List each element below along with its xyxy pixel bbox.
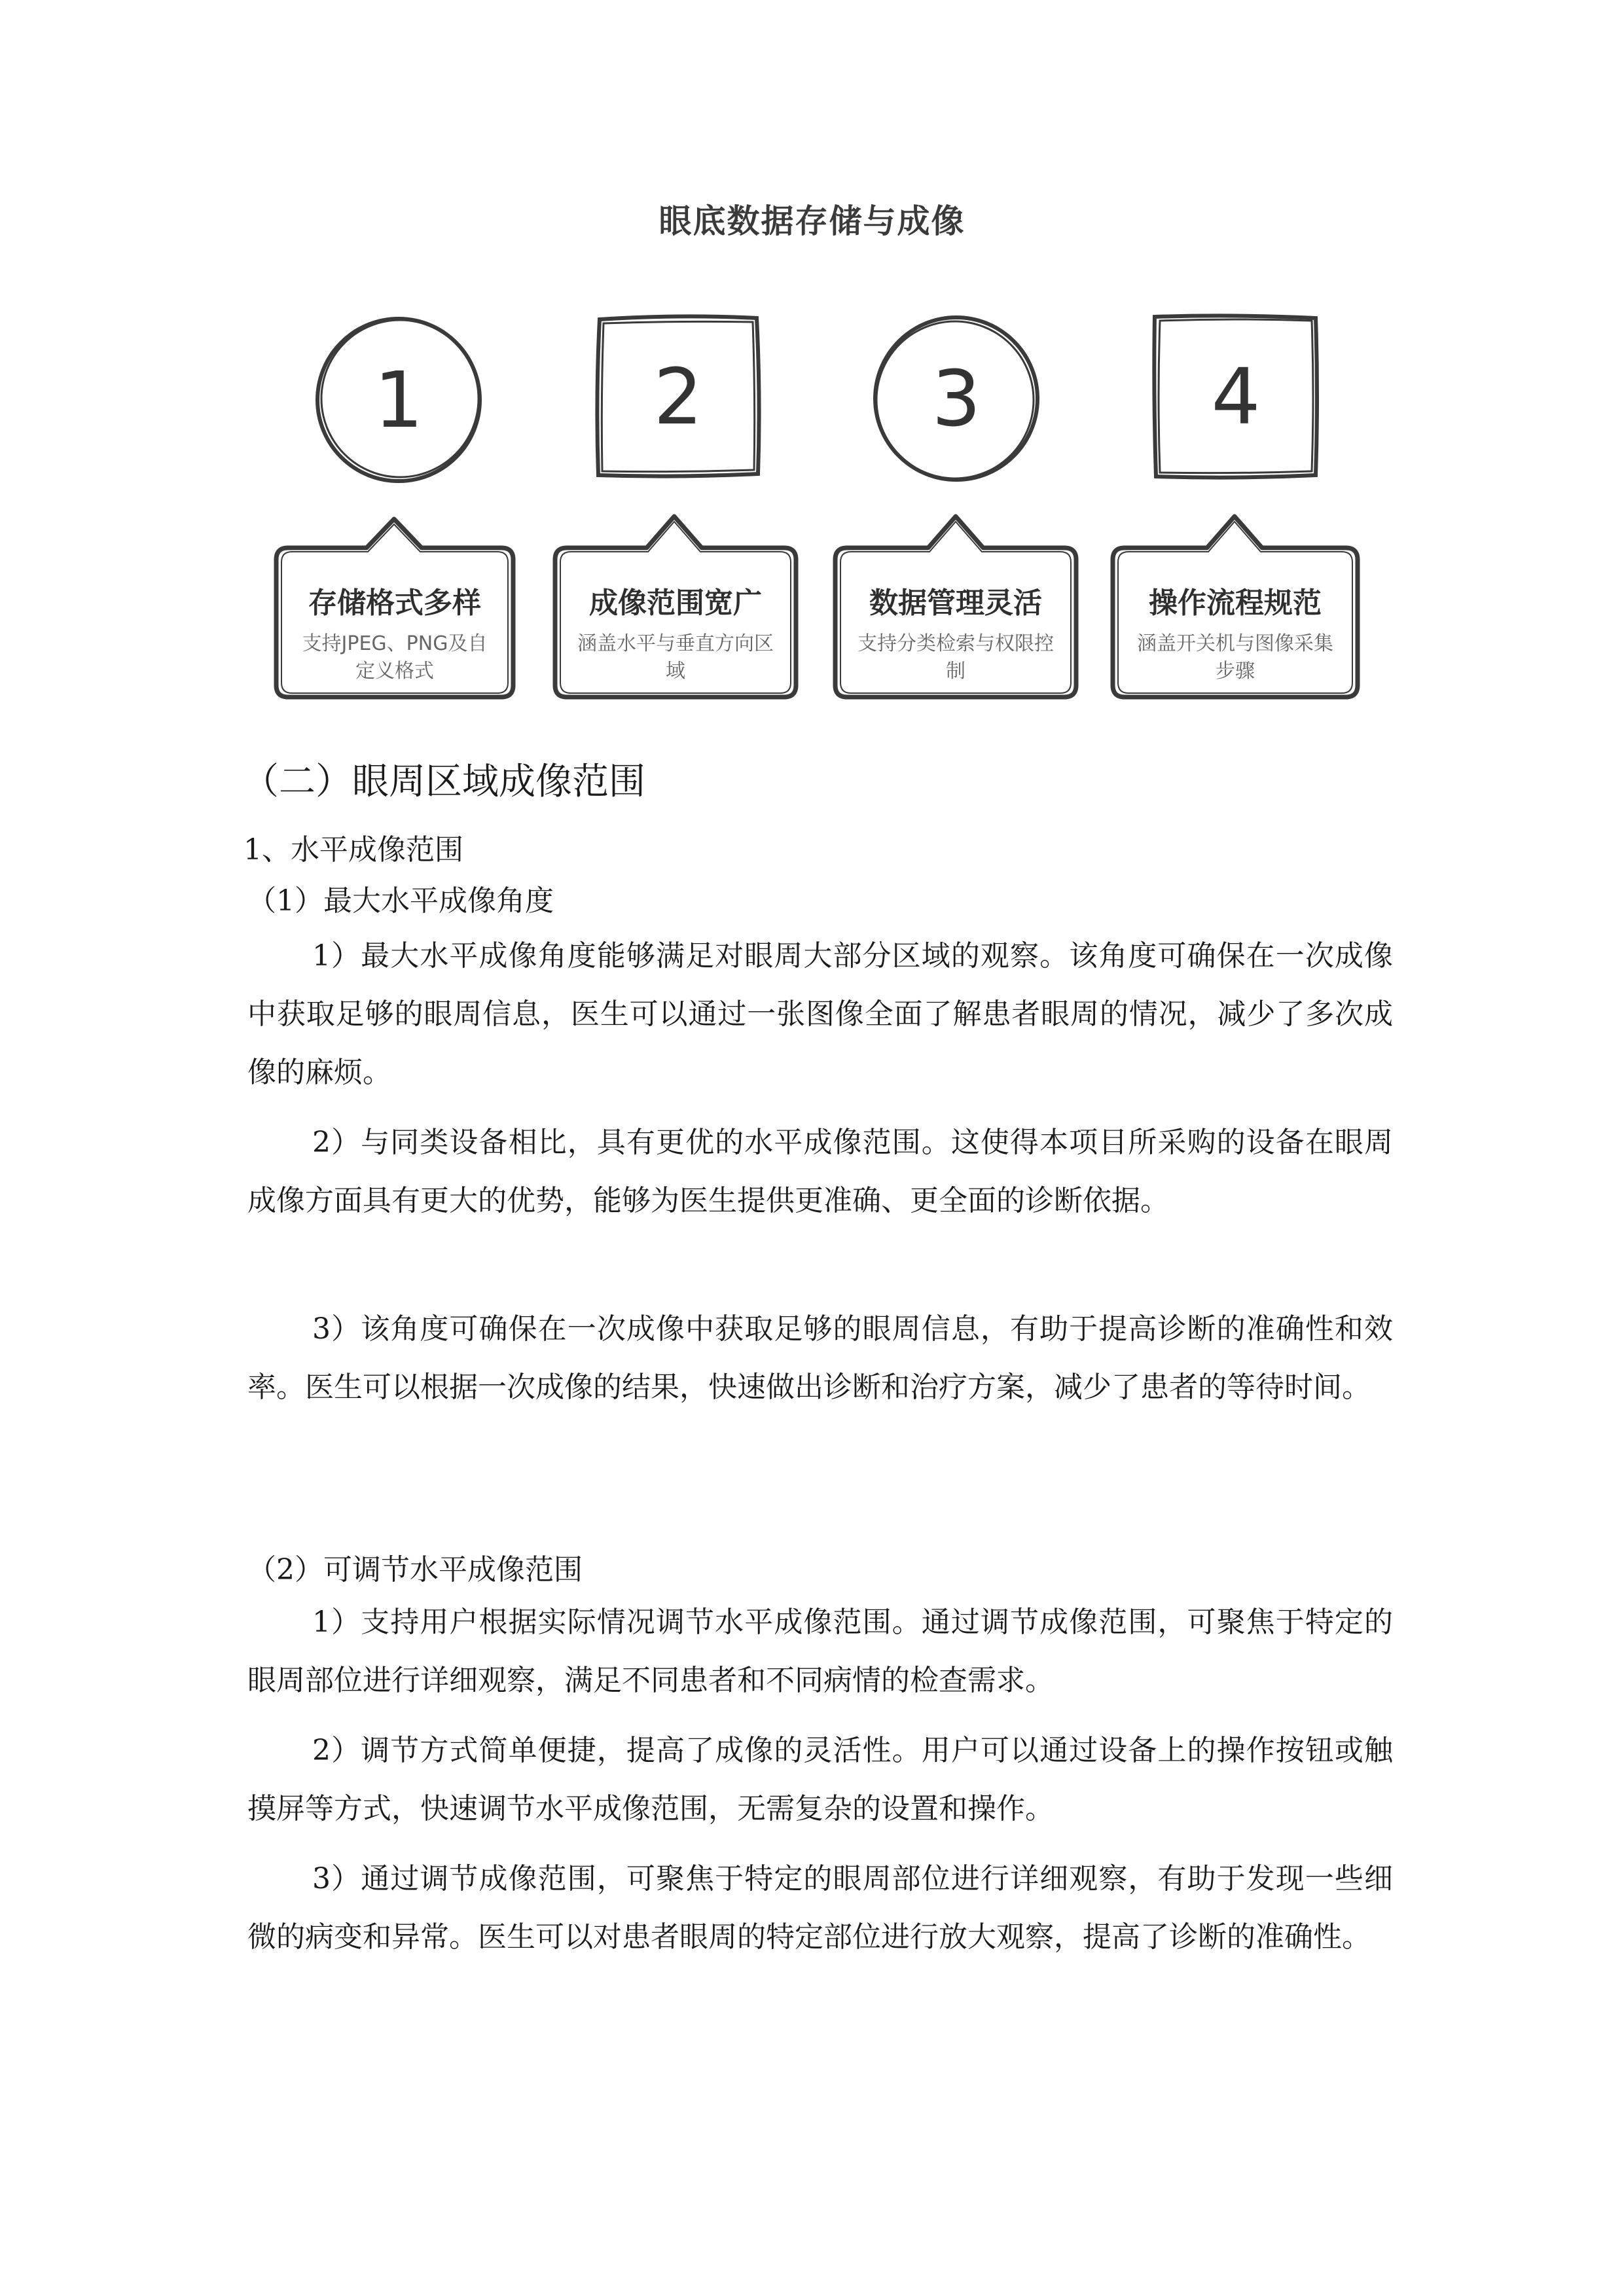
block-2-para-2: 2）调节方式简单便捷，提高了成像的灵活性。用户可以通过设备上的操作按钮或触摸屏等方式，快速调节水平成像范围，无需复杂的设置和操作。 bbox=[247, 1734, 1393, 1825]
step-4-square bbox=[1151, 312, 1321, 482]
callout-1 bbox=[270, 514, 520, 704]
callout-3-desc: 支持分类检索与权限控制 bbox=[857, 632, 1054, 683]
callout-1-title: 存储格式多样 bbox=[308, 586, 481, 620]
step-3-number: 3 bbox=[931, 353, 981, 444]
subsection-heading: 1、水平成像范围 bbox=[244, 833, 463, 867]
step-2-number: 2 bbox=[653, 351, 703, 442]
block-1-para-3: 3）该角度可确保在一次成像中获取足够的眼周信息，有助于提高诊断的准确性和效率。医生可以根据一次成像的结果，快速做出诊断和治疗方案，减少了患者的等待时间。 bbox=[247, 1312, 1393, 1404]
block-1-title: （1）最大水平成像角度 bbox=[247, 884, 554, 918]
callout-1-desc: 支持JPEG、PNG及自定义格式 bbox=[302, 632, 488, 683]
step-4-number: 4 bbox=[1211, 351, 1261, 442]
section-heading: （二）眼周区域成像范围 bbox=[242, 761, 645, 803]
block-2-para-3: 3）通过调节成像范围，可聚焦于特定的眼周部位进行详细观察，有助于发现一些细微的病变和异常。医生可以对患者眼周的特定部位进行放大观察，提高了诊断的准确性。 bbox=[247, 1862, 1393, 1954]
callout-2-desc: 涵盖水平与垂直方向区域 bbox=[577, 632, 774, 683]
step-1-circle bbox=[313, 314, 484, 486]
callout-2 bbox=[549, 507, 803, 704]
block-1-para-2: 2）与同类设备相比，具有更优的水平成像范围。这使得本项目所采购的设备在眼周成像方面具有更大的优势，能够为医生提供更准确、更全面的诊断依据。 bbox=[247, 1126, 1393, 1217]
figure-title: 眼底数据存储与成像 bbox=[659, 202, 965, 240]
block-1-para-1: 1）最大水平成像角度能够满足对眼周大部分区域的观察。该角度可确保在一次成像中获取足够的眼周信息，医生可以通过一张图像全面了解患者眼周的情况，减少了多次成像的麻烦。 bbox=[247, 939, 1393, 1089]
callout-3-title: 数据管理灵活 bbox=[869, 586, 1042, 620]
step-3-circle bbox=[871, 313, 1042, 484]
callout-3 bbox=[829, 507, 1083, 704]
step-1-number: 1 bbox=[374, 355, 424, 445]
block-2-para-1: 1）支持用户根据实际情况调节水平成像范围。通过调节成像范围，可聚焦于特定的眼周部位进行详细观察，满足不同患者和不同病情的检查需求。 bbox=[247, 1605, 1393, 1697]
callout-4 bbox=[1106, 507, 1364, 704]
step-2-square bbox=[594, 313, 762, 480]
block-2-title: （2）可调节水平成像范围 bbox=[247, 1553, 583, 1587]
callout-2-title: 成像范围宽广 bbox=[589, 586, 762, 620]
callout-4-desc: 涵盖开关机与图像采集步骤 bbox=[1137, 632, 1333, 683]
callout-4-title: 操作流程规范 bbox=[1149, 586, 1322, 620]
